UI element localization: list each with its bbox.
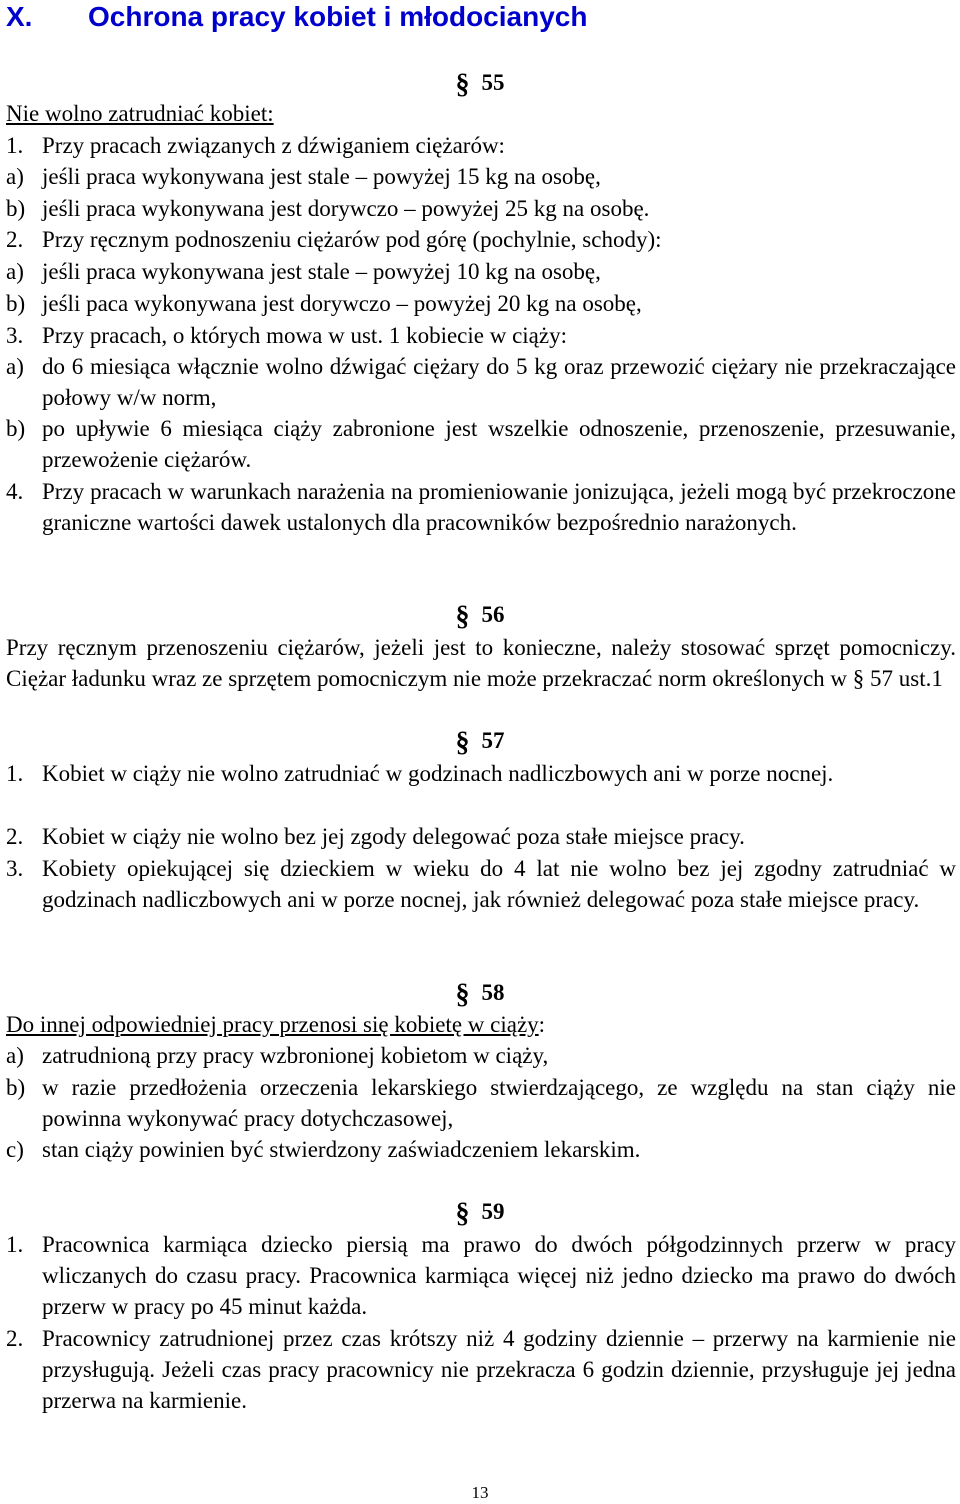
- item-label: 2.: [6, 227, 24, 252]
- item-label: 4.: [6, 479, 24, 504]
- section-58-heading: [0, 978, 960, 1010]
- section-56-heading: [0, 600, 960, 632]
- item-text: Przy pracach, o których mowa w ust. 1 kobiecie w ciąży:: [42, 323, 567, 348]
- item-text: Kobiet w ciąży nie wolno bez jej zgody delegować poza stałe miejsce pracy.: [42, 824, 745, 849]
- section-sign: §: [455, 1198, 470, 1229]
- item-text: w razie przedłożenia orzeczenia lekarskiego stwierdzającego, ze względu na stan ciąży nie powinna wykonywać pracy dotychczasowej,: [42, 1075, 956, 1131]
- chapter-heading: [6, 0, 587, 34]
- chapter-number: X.: [6, 1, 33, 32]
- item-label: 3.: [6, 323, 24, 348]
- item-text: jeśli praca wykonywana jest stale – powyżej 15 kg na osobę,: [42, 164, 601, 189]
- section-sign: §: [455, 979, 470, 1010]
- page-number: 13: [471, 1483, 489, 1502]
- section-number: 58: [481, 980, 505, 1005]
- intro-text: Do innej odpowiedniej pracy przenosi się kobietę w ciąży: [6, 1012, 539, 1037]
- item-label: a): [6, 259, 24, 284]
- section-58-intro: [6, 1009, 956, 1040]
- item-label: 2.: [6, 824, 24, 849]
- chapter-title: Ochrona pracy kobiet i młodocianych: [88, 1, 588, 32]
- section-number: 56: [481, 602, 505, 627]
- section-sign: §: [852, 666, 865, 691]
- item-label: c): [6, 1137, 24, 1162]
- item-label: 1.: [6, 133, 24, 158]
- section-56-paragraph: [6, 632, 956, 694]
- item-text: Przy pracach w warunkach narażenia na promieniowanie jonizująca, jeżeli mogą być przekroczone graniczne wartości dawek ustalonych dla pracowników bezpośrednio narażonych.: [42, 479, 956, 535]
- section-55-intro: Nie wolno zatrudniać kobiet:: [6, 101, 274, 126]
- item-text: Przy pracach związanych z dźwiganiem ciężarów:: [42, 133, 505, 158]
- section-number: 55: [481, 70, 505, 95]
- item-text: do 6 miesiąca włącznie wolno dźwigać ciężary do 5 kg oraz przewozić ciężary nie przekraczające połowy w/w norm,: [42, 354, 956, 410]
- intro-colon: :: [538, 1012, 546, 1037]
- item-text: Pracownica karmiąca dziecko piersią ma prawo do dwóch półgodzinnych przerw w pracy wliczanych do czasu pracy. Pracownica karmiąca więcej niż jedno dziecko ma prawo do dwóch przerw w pracy po 45 minut każda.: [42, 1232, 956, 1319]
- item-label: a): [6, 164, 24, 189]
- section-57-heading: [0, 726, 960, 758]
- item-label: a): [6, 1043, 24, 1068]
- item-label: a): [6, 354, 24, 379]
- item-label: b): [6, 1075, 26, 1100]
- item-text: jeśli praca wykonywana jest stale – powyżej 10 kg na osobę,: [42, 259, 601, 284]
- item-label: 2.: [6, 1326, 24, 1351]
- section-sign: §: [455, 727, 470, 758]
- section-sign: §: [455, 69, 470, 100]
- item-label: b): [6, 291, 26, 316]
- item-text: zatrudnioną przy pracy wzbronionej kobietom w ciąży,: [42, 1043, 549, 1068]
- item-text: jeśli paca wykonywana jest dorywczo – powyżej 20 kg na osobę,: [42, 291, 642, 316]
- item-text: Kobiet w ciąży nie wolno zatrudniać w godzinach nadliczbowych ani w porze nocnej.: [42, 761, 834, 786]
- item-label: 1.: [6, 761, 24, 786]
- item-label: 3.: [6, 856, 24, 881]
- item-label: b): [6, 196, 26, 221]
- paragraph-text: Przy ręcznym przenoszeniu ciężarów, jeżeli jest to konieczne, należy stosować sprzęt pomocniczy. Ciężar ładunku wraz ze sprzętem pomocniczym nie może przekraczać norm określonych w: [6, 635, 956, 691]
- item-text: Kobiety opiekującej się dzieckiem w wieku do 4 lat nie wolno bez jej zgodny zatrudniać w godzinach nadliczbowych ani w porze nocnej, jak również delegować poza stałe miejsce pracy.: [42, 856, 956, 912]
- section-55-heading: [0, 68, 960, 100]
- item-text: stan ciąży powinien być stwierdzony zaświadczeniem lekarskim.: [42, 1137, 641, 1162]
- item-text: jeśli praca wykonywana jest dorywczo – powyżej 25 kg na osobę.: [42, 196, 650, 221]
- item-text: Przy ręcznym podnoszeniu ciężarów pod górę (pochylnie, schody):: [42, 227, 662, 252]
- item-text: po upływie 6 miesiąca ciąży zabronione jest wszelkie odnoszenie, przenoszenie, przesuwanie, przewożenie ciężarów.: [42, 416, 956, 472]
- item-text: Pracownicy zatrudnionej przez czas krótszy niż 4 godziny dziennie – przerwy na karmienie nie przysługują. Jeżeli czas pracy pracownicy nie przekracza 6 godzin dziennie, przysługuje jej jedna przerwa na karmienie.: [42, 1326, 956, 1413]
- section-sign: §: [455, 601, 470, 632]
- section-number: 57: [481, 728, 505, 753]
- paragraph-reference: 57 ust.1: [870, 666, 943, 691]
- section-number: 59: [481, 1199, 505, 1224]
- item-label: 1.: [6, 1232, 24, 1257]
- item-label: b): [6, 416, 26, 441]
- section-59-heading: [0, 1197, 960, 1229]
